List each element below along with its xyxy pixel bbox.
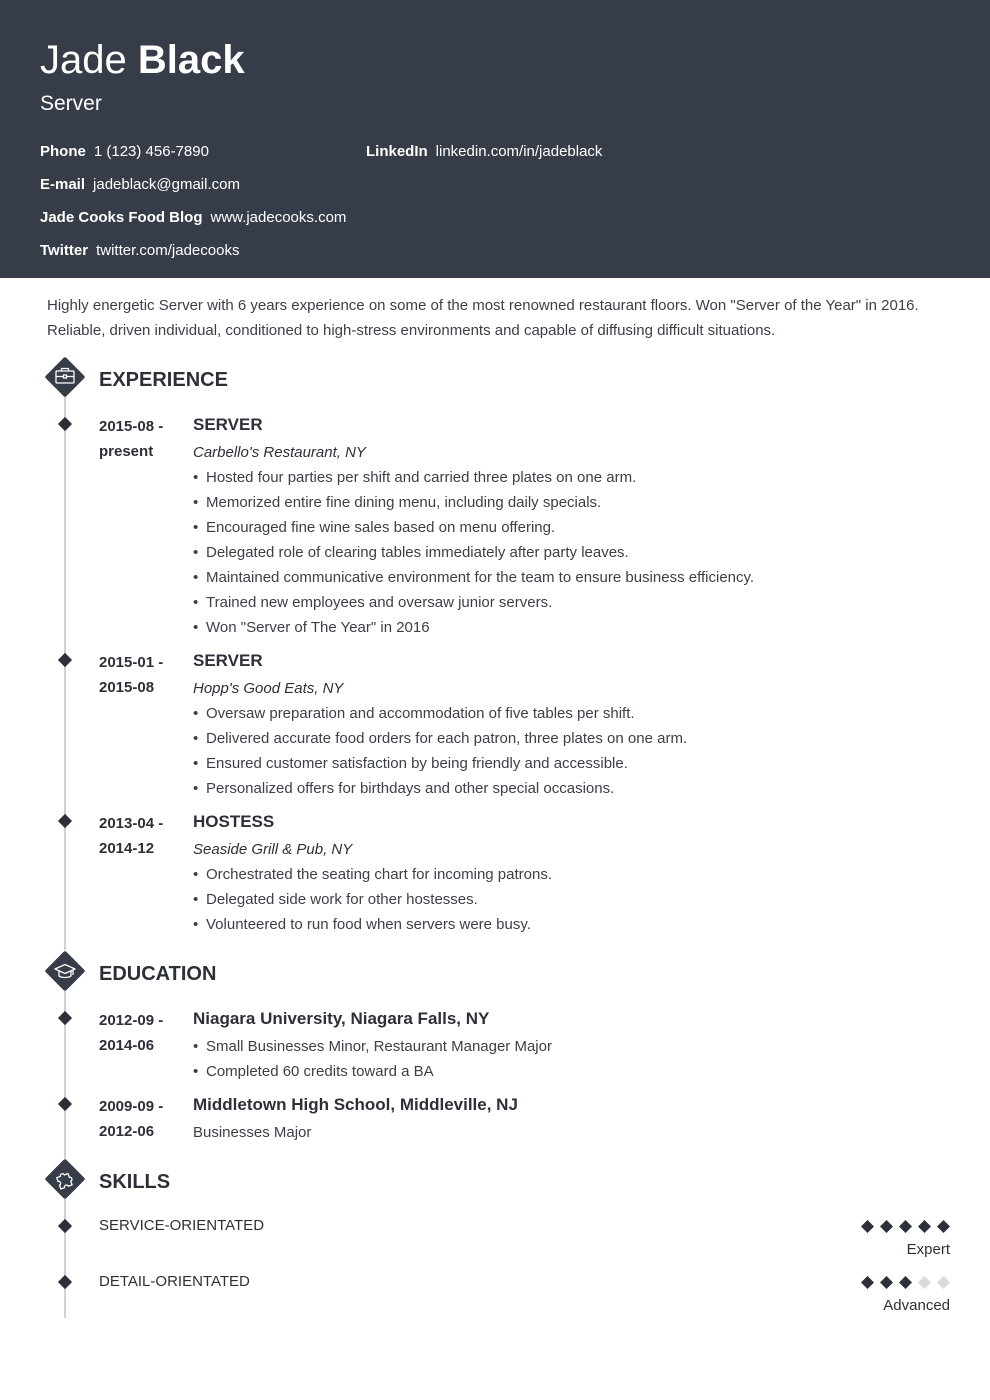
timeline-marker [58, 1097, 72, 1111]
timeline-marker [58, 1219, 72, 1233]
timeline-marker [58, 814, 72, 828]
rating-diamond-filled [880, 1220, 893, 1233]
puzzle-icon [44, 1158, 86, 1200]
date-start: 2015-08 - [99, 418, 164, 435]
job-company: Seaside Grill & Pub, NY [193, 841, 353, 858]
contact-phone [40, 142, 209, 162]
timeline-marker [58, 1011, 72, 1025]
job-bullets [193, 701, 687, 801]
education-heading: EDUCATION [99, 963, 217, 985]
rating-diamond-empty [937, 1276, 950, 1289]
list-item: • Delegated role of clearing tables immediately after party leaves. [193, 540, 754, 565]
list-item: • Ensured customer satisfaction by being friendly and accessible. [193, 751, 687, 776]
list-item: • Hosted four parties per shift and carried three plates on one arm. [193, 465, 754, 490]
list-item: • Delegated side work for other hostesses. [193, 887, 552, 912]
school-name: Middletown High School, Middleville, NJ [193, 1095, 518, 1114]
education-detail: Businesses Major [193, 1124, 312, 1141]
date-end: 2014-06 [99, 1037, 155, 1054]
date-end: 2015-08 [99, 679, 155, 696]
job-role: SERVER [193, 415, 263, 434]
rating-diamond-filled [918, 1220, 931, 1233]
date-end: 2012-06 [99, 1123, 155, 1140]
resume-header [0, 0, 990, 278]
list-item: • Won "Server of The Year" in 2016 [193, 615, 754, 640]
contact-value[interactable]: www.jadecooks.com [210, 209, 347, 226]
date-start: 2012-09 - [99, 1012, 164, 1029]
contact-value[interactable]: jadeblack@gmail.com [93, 176, 240, 193]
date-end: present [99, 443, 154, 460]
candidate-name [40, 37, 245, 83]
date-end: 2014-12 [99, 840, 155, 857]
skill-level-label: Expert [906, 1241, 950, 1258]
job-bullets [193, 465, 754, 640]
job-dates [99, 414, 163, 464]
rating-diamond-filled [861, 1276, 874, 1289]
job-role: HOSTESS [193, 812, 275, 831]
contact-email [40, 175, 240, 195]
skill-rating [861, 1220, 950, 1233]
rating-diamond-filled [880, 1276, 893, 1289]
date-start: 2013-04 - [99, 815, 164, 832]
contact-value[interactable]: linkedin.com/in/jadeblack [435, 143, 603, 160]
list-item: • Orchestrated the seating chart for incoming patrons. [193, 862, 552, 887]
education-dates [99, 1094, 163, 1144]
skill-level-label: Advanced [883, 1297, 950, 1314]
list-item: • Delivered accurate food orders for each patron, three plates on one arm. [193, 726, 687, 751]
job-bullets [193, 862, 552, 937]
list-item: • Volunteered to run food when servers were busy. [193, 912, 552, 937]
skills-heading: SKILLS [99, 1171, 171, 1193]
contact-label: Phone [40, 143, 86, 160]
contact-label: LinkedIn [366, 143, 428, 160]
rating-diamond-filled [937, 1220, 950, 1233]
skill-name: DETAIL-ORIENTATED [99, 1273, 250, 1290]
rating-diamond-filled [899, 1276, 912, 1289]
job-title: Server [40, 92, 102, 115]
list-item: • Personalized offers for birthdays and other special occasions. [193, 776, 687, 801]
list-item: • Maintained communicative environment for the team to ensure business efficiency. [193, 565, 754, 590]
rating-diamond-filled [899, 1220, 912, 1233]
contact-value[interactable]: twitter.com/jadecooks [96, 242, 240, 259]
experience-heading: EXPERIENCE [99, 369, 228, 391]
school-name: Niagara University, Niagara Falls, NY [193, 1009, 490, 1028]
education-dates [99, 1008, 163, 1058]
contact-blog [40, 208, 346, 228]
skill-name: SERVICE-ORIENTATED [99, 1217, 265, 1234]
contact-linkedin [366, 142, 602, 162]
date-start: 2009-09 - [99, 1098, 164, 1115]
contact-value: 1 (123) 456-7890 [93, 143, 209, 160]
contact-label: Jade Cooks Food Blog [40, 209, 203, 226]
list-item: • Small Businesses Minor, Restaurant Manager Major [193, 1034, 552, 1059]
timeline-marker [58, 417, 72, 431]
list-item: • Oversaw preparation and accommodation of five tables per shift. [193, 701, 687, 726]
skill-rating [861, 1276, 950, 1289]
list-item: • Encouraged fine wine sales based on menu offering. [193, 515, 754, 540]
contact-twitter [40, 241, 239, 261]
education-bullets [193, 1034, 552, 1084]
contact-label: E-mail [40, 176, 86, 193]
last-name: Black [137, 38, 245, 82]
list-item: • Completed 60 credits toward a BA [193, 1059, 552, 1084]
profile-summary: Highly energetic Server with 6 years experience on some of the most renowned restaurant floors. Won "Server of the Year" in 2016. Reliable, driven individual, conditioned to high-stress environments and capable of diffusing difficult situations. [47, 297, 919, 339]
experience-timeline [64, 395, 66, 950]
briefcase-icon [44, 356, 86, 398]
job-dates [99, 811, 163, 861]
job-dates [99, 650, 163, 700]
date-start: 2015-01 - [99, 654, 164, 671]
first-name: Jade [40, 38, 127, 82]
graduation-cap-icon [44, 950, 86, 992]
timeline-marker [58, 1275, 72, 1289]
list-item: • Memorized entire fine dining menu, including daily specials. [193, 490, 754, 515]
job-role: SERVER [193, 651, 263, 670]
rating-diamond-empty [918, 1276, 931, 1289]
job-company: Hopp's Good Eats, NY [193, 680, 344, 697]
rating-diamond-filled [861, 1220, 874, 1233]
timeline-marker [58, 653, 72, 667]
job-company: Carbello's Restaurant, NY [193, 444, 366, 461]
contact-label: Twitter [40, 242, 89, 259]
skills-timeline [64, 1197, 66, 1318]
list-item: • Trained new employees and oversaw junior servers. [193, 590, 754, 615]
